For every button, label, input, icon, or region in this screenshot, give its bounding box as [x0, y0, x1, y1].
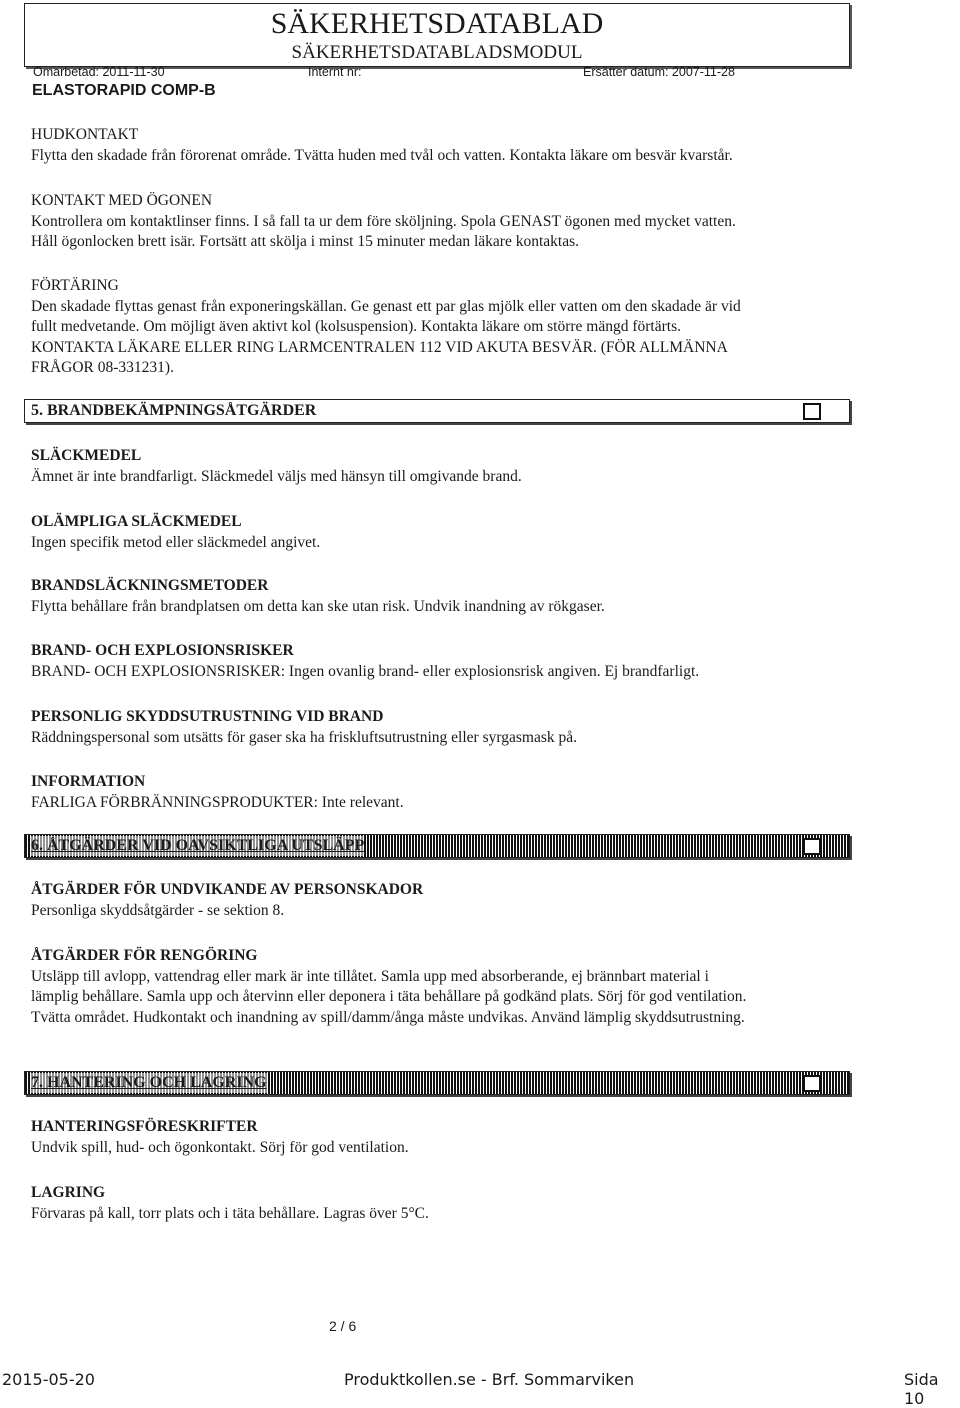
- unsuitable-media-block: [31, 512, 851, 553]
- protective-equipment-block: [31, 707, 851, 748]
- firefighting-methods-text: Flytta behållare från brandplatsen om detta kan ske utan risk. Undvik inandning av rökgaser.: [31, 597, 605, 615]
- section-6-title: 6. ÅTGÄRDER VID OAVSIKTLIGA UTSLÄPP: [31, 837, 365, 854]
- section-5-title: 5. BRANDBEKÄMPNINGSÅTGÄRDER: [31, 402, 317, 419]
- information-block: [31, 772, 851, 813]
- checkbox-icon: [803, 403, 821, 420]
- product-name: ELASTORAPID COMP-B: [32, 82, 216, 99]
- footer-source: Produktkollen.se - Brf. Sommarviken: [344, 1370, 635, 1389]
- header-box: [24, 3, 850, 67]
- eye-contact-block: [31, 191, 851, 253]
- personal-precautions-block: [31, 880, 851, 921]
- ingestion-heading: FÖRTÄRING: [31, 277, 119, 294]
- document-title: SÄKERHETSDATABLAD: [270, 7, 604, 40]
- unsuitable-media-text: Ingen specifik metod eller släckmedel angivet.: [31, 533, 321, 551]
- ingestion-text-4: FRÅGOR 08-331231).: [31, 359, 174, 376]
- cleanup-block: [31, 946, 851, 1028]
- handling-heading: HANTERINGSFÖRESKRIFTER: [31, 1118, 258, 1135]
- eye-contact-text-1: Kontrollera om kontaktlinser finns. I så fall ta ur dem före sköljning. Spola GENAST ögonen med mycket vatten.: [31, 212, 736, 230]
- skin-contact-text: Flytta den skadade från förorenat område. Tvätta huden med tvål och vatten. Kontakta läkare om besvär kvarstår.: [31, 146, 733, 164]
- extinguishing-media-block: [31, 446, 851, 487]
- cleanup-heading: ÅTGÄRDER FÖR RENGÖRING: [31, 947, 258, 964]
- document-subtitle: SÄKERHETSDATABLADSMODUL: [291, 42, 583, 63]
- protective-equipment-heading: PERSONLIG SKYDDSUTRUSTNING VID BRAND: [31, 708, 384, 725]
- section-7-title: 7. HANTERING OCH LAGRING: [31, 1074, 267, 1091]
- revised-date: Omarbetad: 2011-11-30: [33, 65, 165, 79]
- ingestion-text-1: Den skadade flyttas genast från exponeringskällan. Ge genast ett par glas mjölk eller vatten om den skadade är vid: [31, 297, 741, 315]
- ingestion-block: [31, 276, 851, 379]
- skin-contact-block: [31, 125, 851, 166]
- handling-text: Undvik spill, hud- och ögonkontakt. Sörj för god ventilation.: [31, 1138, 409, 1156]
- section-6-header: [24, 834, 850, 858]
- footer-page: Sida 10: [904, 1370, 939, 1408]
- ingestion-text-2: fullt medvetande. Om möjligt även aktivt kol (kolsuspension). Kontakta läkare om större mängd förtärts.: [31, 318, 681, 335]
- internal-number: Internt nr:: [308, 65, 362, 79]
- fire-explosion-risks-block: [31, 641, 851, 682]
- firefighting-methods-block: [31, 576, 851, 617]
- cleanup-text-3: Tvätta området. Hudkontakt och inandning av spill/damm/ånga måste undvikas. Använd lämplig skyddsutrustning.: [31, 1008, 745, 1026]
- page-number: 2 / 6: [329, 1318, 357, 1334]
- protective-equipment-text: Räddningspersonal som utsätts för gaser ska ha friskluftsutrustning eller syrgasmask på.: [31, 728, 577, 746]
- section-7-header: [24, 1071, 850, 1095]
- cleanup-text-2: lämplig behållare. Samla upp och återvinn eller deponera i täta behållare på godkänd plats. Sörj för god ventilation.: [31, 988, 747, 1005]
- fire-explosion-risks-text: BRAND- OCH EXPLOSIONSRISKER: Ingen ovanlig brand- eller explosionsrisk angiven. Ej brandfarligt.: [31, 662, 700, 680]
- storage-text: Förvaras på kall, torr plats och i täta behållare. Lagras över 5°C.: [31, 1204, 429, 1222]
- checkbox-icon: [803, 838, 821, 855]
- footer-date: 2015-05-20: [2, 1370, 95, 1389]
- extinguishing-media-text: Ämnet är inte brandfarligt. Släckmedel väljs med hänsyn till omgivande brand.: [31, 467, 522, 485]
- storage-block: [31, 1183, 851, 1224]
- personal-precautions-text: Personliga skyddsåtgärder - se sektion 8.: [31, 901, 285, 919]
- personal-precautions-heading: ÅTGÄRDER FÖR UNDVIKANDE AV PERSONSKADOR: [31, 881, 424, 898]
- storage-heading: LAGRING: [31, 1184, 106, 1201]
- ingestion-text-3: KONTAKTA LÄKARE ELLER RING LARMCENTRALEN 112 VID AKUTA BESVÄR. (FÖR ALLMÄNNA: [31, 338, 728, 356]
- information-text: FARLIGA FÖRBRÄNNINGSPRODUKTER: Inte relevant.: [31, 793, 404, 811]
- cleanup-text-1: Utsläpp till avlopp, vattendrag eller mark är inte tillåtet. Samla upp med absorberande, ej brännbart material i: [31, 967, 709, 985]
- checkbox-icon: [803, 1075, 821, 1092]
- information-heading: INFORMATION: [31, 773, 146, 790]
- eye-contact-heading: KONTAKT MED ÖGONEN: [31, 192, 213, 209]
- extinguishing-media-heading: SLÄCKMEDEL: [31, 447, 142, 464]
- replaces-date: Ersätter datum: 2007-11-28: [583, 65, 735, 79]
- skin-contact-heading: HUDKONTAKT: [31, 126, 139, 143]
- section-5-header: [24, 399, 850, 423]
- eye-contact-text-2: Håll ögonlocken brett isär. Fortsätt att skölja i minst 15 minuter medan läkare kontaktas.: [31, 233, 579, 250]
- unsuitable-media-heading: OLÄMPLIGA SLÄCKMEDEL: [31, 513, 242, 530]
- firefighting-methods-heading: BRANDSLÄCKNINGSMETODER: [31, 577, 269, 594]
- fire-explosion-risks-heading: BRAND- OCH EXPLOSIONSRISKER: [31, 642, 294, 659]
- handling-block: [31, 1117, 851, 1158]
